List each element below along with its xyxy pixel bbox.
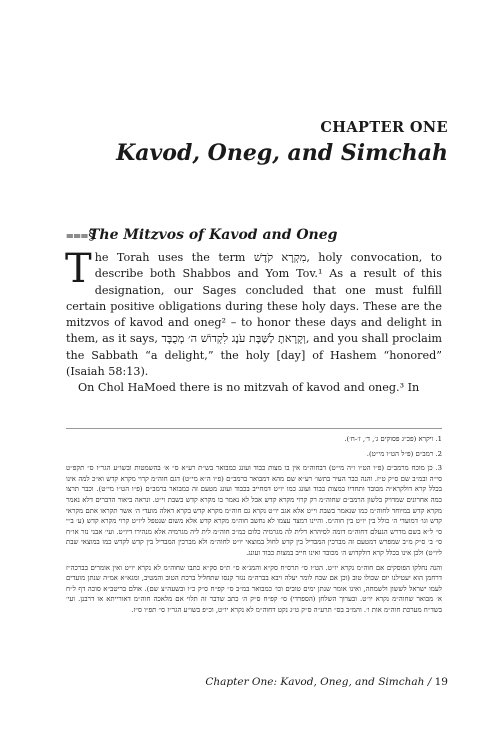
main-text xyxy=(65,246,443,397)
page-number: 19 xyxy=(434,676,448,688)
paragraph-1-text: he Torah uses the term מִקְרָא קֹדֶשׁ, holy convocation, to describe both Shabbos and Yom Tov.¹ As a result of this designation, our Sages concluded that one must fulfill certain positive obligations during these holy days. These are the mitzvos of kavod and oneg² – to honor these days and delight in them, as it says, וְקָרָאתָ לַשַּׁבָּת עֹנֶג לִקְדוֹשׁ ה׳ מְכֻבָּד, and you shall proclaim the Sabbath “a delight,” the holy [day] of Hashem “honored” (Isaiah 58:13). xyxy=(66,251,443,379)
footnote-3: 3. כן מוכח מרמב״ם (פ״ו הט״ו ו״ה מי״ט) דבחוה״מ אין בו מצות כבוד ועונג כמבואר בש״ת רע״א ס״ א׳ בהשמטות ובשו״ע הגר״ז ס״ תקפ״ט סי״ה ובמ״ב שם ס״ק ט״ז. והנה כבר העיר בתשו׳ רע״א שם מהא דמבואר ברמב״ם (פ״ו ה״א מי״ט) דגם חוה״מ קרוי מקרא קדש וא״כ למה אינו בכלל קרא דולקרא״ה מכובד ותחדיו במצות כבוד ועונג כמו יו״ט דמחייב בכבוד ועונג מטעם זה כמבואר ברמב״ם (פ״ו הט״ו מי״ט). וכבר תרצו כמה אחרונים שמדויק בלשון הרמב״ם שחוה״מ רק קרוי מקרא קדש אבל לא נאמר בו מקרא קדש בשבת וי״ט. ונראה ביאור הדברים דלא נאמר מקרא קדש במיוחד לחוה״מ כמו שנאמר בשבת וי״ט אלא אגב יו״ט נקרא גם חוה״מ מקרא קדש בקרא דאלה מועדי ה׳ אשר תקראו אתם מקראי קדש וגו׳ דמועדי ה׳ כולל בין יו״ט בין חוה״מ. והיינו דמצד עצמו לא נחשב חוה״מ מקרא קדש אלא משום שנטפל ליו״ט קרוי מקרא קדש (ע׳ ב״י ס״ ל״א בשם מדרש הנעלם דחוה״מ דומה לסיהרא דלית לה מגרמיה כלום כמ״כ חוה״מ לית ליה מגרמיה אלא מנהירו דיו״ט. ועי׳ אבני נזר או״ח ס״ ב׳ ס״ק מ״ב שמפרש דמטעם זה מברכין המבדיל בין קדש לחול במוצאי יו״ט לחוה״מ ולא מברכין המבדיל בין קדש לקדש כמו במוצאי שבת ליו״ט) ולכן אינו בכלל קרא דולקדוש ה׳ מכובד ואינו חייב במצות כבוד ועונג. xyxy=(66,464,442,557)
footnote-2: 2. רמב״ם (פ״ל הט״ו מי״ט). xyxy=(366,449,442,458)
paragraph-2: On Chol HaMoed there is no mitzvah of kavod and oneg.³ In xyxy=(78,381,420,395)
running-title: Chapter One: Kavod, Oneg, and Simchah xyxy=(205,676,425,688)
footer-separator: / xyxy=(427,676,432,688)
section-title: The Mitzvos of Kavod and Oneg xyxy=(89,227,338,243)
footnote-4: והנה נחלקו הפוסקים אם חוה״מ נקרא יו״ט. הט״ז ס״ תרס״ח סק״א והמג״א ס״ ת״ס סק״א כתבו שחוה״מ לא נקרא יו״ט ואין אומרים בברכה״ז דרחמן הוא יעטילנו יום שכולו טוב (וכן אם שכח לומר יעלה ויבא בברה״מ נגזר קנסו שתחליל ברכת הטוב והמטיב, ומגא״א אמ״ה שנתן מועדים לעמו ישראל לששון ולשמחה, ואינו אומר שנתן ימים טובים וכו׳ כמבואר במ״ב ס״ קפ״ח ס״ק כ״ו ובשעה״צ שם). אולם בריטב״א סוכה דף ל״ח א׳ מבואר שחוה״מ נקרא יו״ט. ובערוך השלחן (הספרדי) ס״ קפ״ח ס״ק ה׳ כתב שדבר זה תלוי אם מלאכה חוה״מ דאורייתא או דרבנן. ועי׳ בשד״ח מערכת חוה״מ אות ו׳. והמ״ב בס״ תרע״ה ס״ק ט״ג נקט דחוה״מ לא נקרא יו״ט, וכ״פ בשו״ע הגר״ז ס״ תפ״ו ס״ז. xyxy=(66,563,442,614)
page-footer xyxy=(205,676,448,688)
drop-cap: T xyxy=(65,246,92,292)
chapter-title: Kavod, Oneg, and Simchah xyxy=(116,140,448,166)
footnote-1: 1. ויקרא (פכ״ג פסוקים ג׳, ד׳, ז׳-ח׳). xyxy=(344,435,442,443)
paragraph-1 xyxy=(65,246,443,380)
ornament-icon: ⩶§ xyxy=(66,227,95,243)
chapter-label: CHAPTER ONE xyxy=(320,119,448,136)
section-heading xyxy=(66,227,337,243)
footnote-divider xyxy=(66,428,442,429)
footnotes xyxy=(66,423,442,620)
